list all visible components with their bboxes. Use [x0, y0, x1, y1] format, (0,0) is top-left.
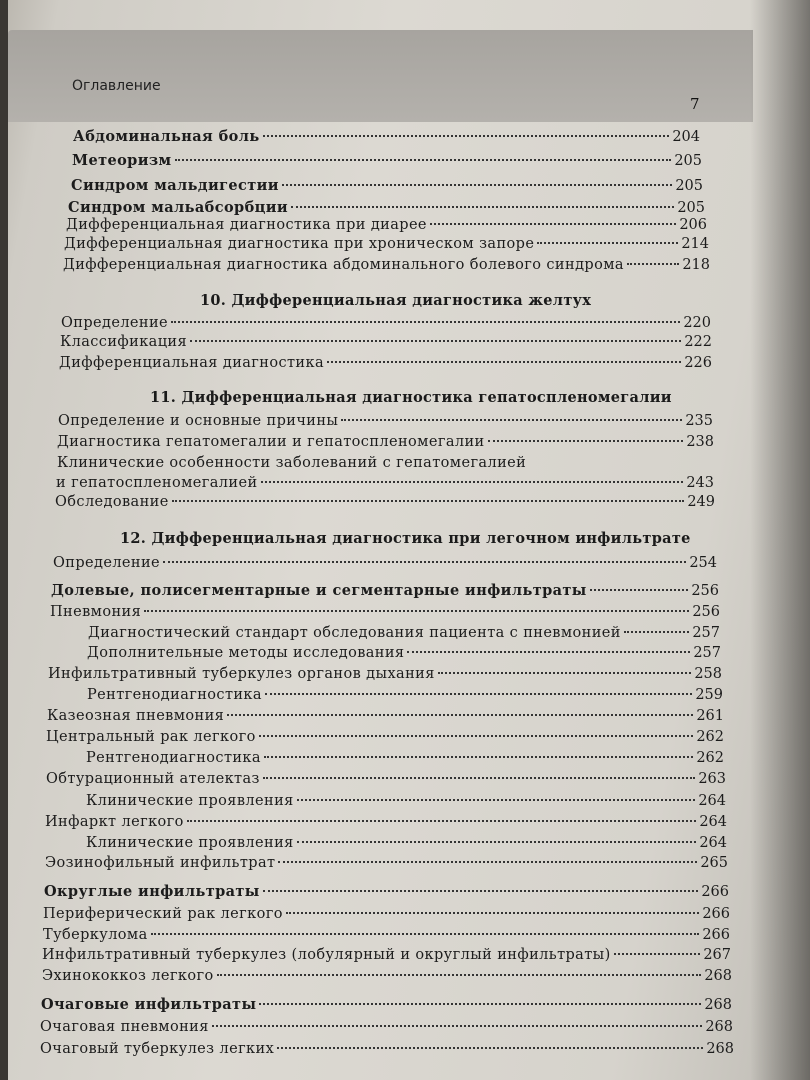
- toc-entry: Обследование 249: [55, 494, 715, 510]
- toc-entry: Рентгенодиагностика 259: [87, 687, 723, 703]
- toc-entry: Периферический рак легкого 266: [43, 906, 730, 922]
- toc-entry: Эозинофильный инфильтрат 265: [45, 855, 728, 871]
- toc-entry: Инфильтративный туберкулез (лобулярный и округлый инфильтраты) 267: [42, 947, 731, 963]
- toc-entry: Эхинококкоз легкого 268: [42, 968, 732, 984]
- toc-entry: Казеозная пневмония 261: [47, 708, 724, 724]
- toc-entry: Определение 254: [53, 555, 717, 571]
- toc-entry: Долевые, полисегментарные и сегментарные инфильтраты 256: [51, 582, 719, 599]
- toc-entry: Центральный рак легкого 262: [46, 729, 724, 745]
- toc-entry: Диагностика гепатомегалии и гепатоспленомегалии 238: [57, 434, 714, 450]
- section-heading: 11. Дифференциальная диагностика гепатоспленомегалии: [150, 389, 672, 406]
- toc-entry: Метеоризм 205: [72, 152, 702, 169]
- toc-entry: Пневмония 256: [50, 604, 720, 620]
- toc-entry: и гепатоспленомегалией 243: [56, 475, 714, 491]
- toc-entry: Рентгенодиагностика 262: [86, 750, 724, 766]
- toc-entry: Дифференциальная диагностика при хроническом запоре 214: [64, 236, 709, 252]
- toc-entry: Очаговые инфильтраты 268: [41, 996, 732, 1013]
- section-heading: 10. Дифференциальная диагностика желтух: [200, 292, 592, 309]
- toc-entry: Определение и основные причины 235: [58, 413, 713, 429]
- toc-entry: Очаговый туберкулез легких 268: [40, 1041, 734, 1057]
- toc-entry: Дифференциальная диагностика абдоминального болевого синдрома 218: [63, 257, 710, 273]
- toc-entry: Дифференциальная диагностика при диарее 206: [66, 217, 707, 233]
- toc-entry: Инфаркт легкого 264: [45, 814, 727, 830]
- toc-entry-line: Клинические особенности заболеваний с гепатомегалией: [57, 455, 527, 471]
- toc-entry: Округлые инфильтраты 266: [44, 883, 729, 900]
- toc-entry: Инфильтративный туберкулез органов дыхания 258: [48, 666, 722, 682]
- toc-entry: Клинические проявления 264: [86, 793, 726, 809]
- toc-entry: Клинические проявления 264: [86, 835, 727, 851]
- toc-entry: Синдром мальабсорбции 205: [68, 199, 705, 216]
- running-header: Оглавление: [72, 78, 161, 94]
- toc-entry: Дифференциальная диагностика 226: [59, 355, 712, 371]
- toc-entry: Диагностический стандарт обследования пациента с пневмонией 257: [88, 625, 720, 641]
- page-number: 7: [690, 95, 700, 113]
- page-shadow: [750, 0, 810, 1080]
- toc-entry: Обтурационный ателектаз 263: [46, 771, 726, 787]
- toc-entry: Классификация 222: [60, 334, 712, 350]
- toc-entry: Очаговая пневмония 268: [40, 1019, 733, 1035]
- toc-entry: Синдром мальдигестии 205: [71, 177, 703, 194]
- section-heading: 12. Дифференциальная диагностика при легочном инфильтрате: [120, 530, 691, 547]
- toc-entry: Абдоминальная боль 204: [73, 128, 700, 145]
- toc-entry: Определение 220: [61, 315, 711, 331]
- toc-entry: Туберкулома 266: [43, 927, 730, 943]
- toc-entry: Дополнительные методы исследования 257: [87, 645, 721, 661]
